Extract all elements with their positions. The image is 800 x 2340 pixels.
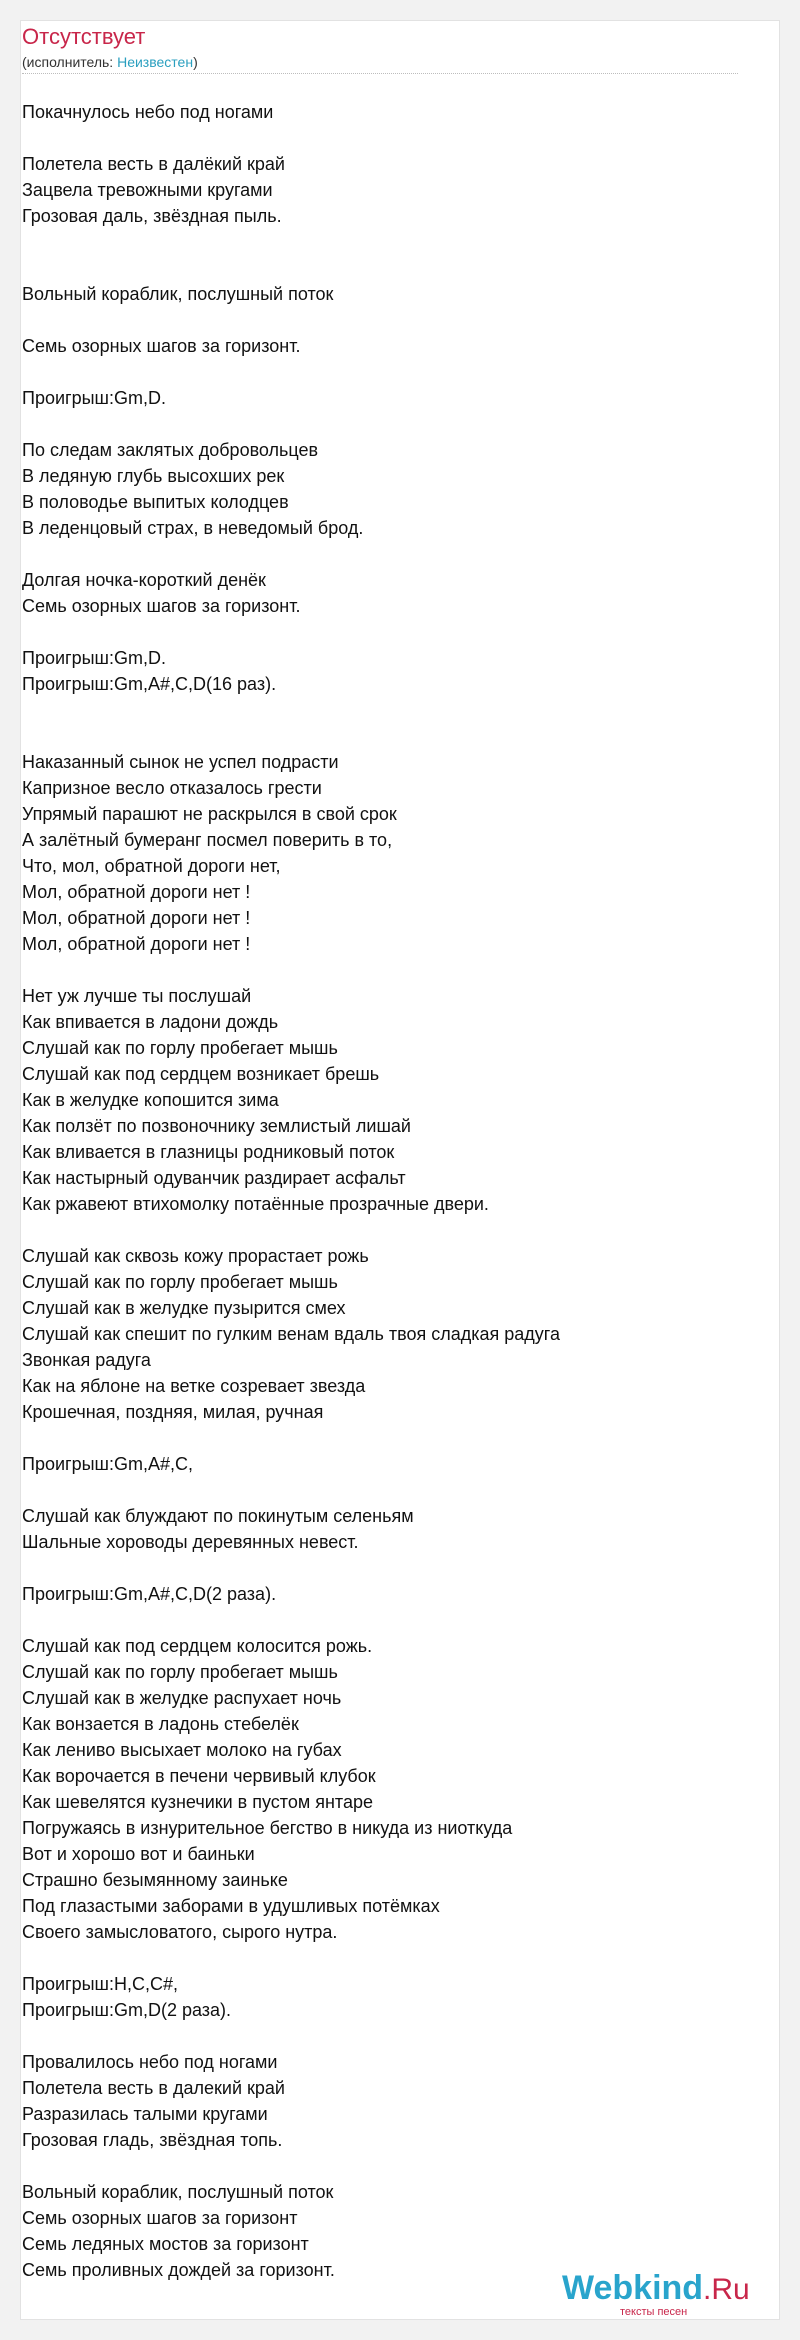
lyric-line: Слушай как блуждают по покинутым селеньям [22, 1506, 414, 1526]
lyric-line: Упрямый парашют не раскрылся в свой срок [22, 804, 397, 824]
lyric-blank-line [22, 1945, 738, 1971]
performer-line [22, 52, 198, 72]
lyric-line: Покачнулось небо под ногами [22, 102, 274, 122]
lyric-line: Грозовая даль, звёздная пыль. [22, 206, 282, 226]
lyric-line: Мол, обратной дороги нет ! [22, 882, 251, 902]
lyric-line: Что, мол, обратной дороги нет, [22, 856, 281, 876]
lyric-line: По следам заклятых добровольцев [22, 440, 319, 460]
lyric-line: Шальные хороводы деревянных невест. [22, 1532, 359, 1552]
lyric-blank-line [22, 1425, 738, 1451]
lyric-line: В леденцовый страх, в неведомый брод. [22, 518, 364, 538]
lyric-line: Слушай как по горлу пробегает мышь [22, 1272, 338, 1292]
lyric-line: Полетела весть в далекий край [22, 2078, 285, 2098]
lyric-line: Как шевелятся кузнечики в пустом янтаре [22, 1792, 373, 1812]
lyric-line: Грозовая гладь, звёздная топь. [22, 2130, 283, 2150]
lyric-line: Семь озорных шагов за горизонт. [22, 336, 301, 356]
artist-link[interactable]: Неизвестен [117, 54, 194, 70]
performer-prefix: (исполнитель: [22, 54, 118, 70]
lyric-blank-line [22, 723, 738, 749]
lyric-line: Как в желудке копошится зима [22, 1090, 279, 1110]
lyric-line: Вольный кораблик, послушный поток [22, 284, 334, 304]
lyric-line: Проигрыш:Gm,D(2 раза). [22, 2000, 232, 2020]
lyric-line: В половодье выпитых колодцев [22, 492, 289, 512]
lyric-blank-line [22, 307, 738, 333]
lyric-line: Семь ледяных мостов за горизонт [22, 2234, 309, 2254]
lyric-blank-line [22, 1555, 738, 1581]
lyric-line: Как ворочается в печени червивый клубок [22, 1766, 376, 1786]
logo-tagline: тексты песен [620, 2306, 688, 2318]
lyric-line: Как вливается в глазницы родниковый поток [22, 1142, 395, 1162]
song-title: Отсутствует [22, 24, 146, 49]
lyric-blank-line [22, 619, 738, 645]
lyric-line: Нет уж лучше ты послушай [22, 986, 252, 1006]
lyric-line: Как лениво высыхает молоко на губах [22, 1740, 342, 1760]
lyric-line: Слушай как по горлу пробегает мышь [22, 1038, 338, 1058]
lyrics-body [22, 99, 738, 2283]
lyric-line: В ледяную глубь высохших рек [22, 466, 285, 486]
lyric-line: Наказанный сынок не успел подрасти [22, 752, 339, 772]
performer-suffix: ) [193, 54, 198, 70]
lyric-line: Как вонзается в ладонь стебелёк [22, 1714, 299, 1734]
lyric-line: Проигрыш:Gm,A#,C, [22, 1454, 193, 1474]
lyric-line: Слушай как в желудке пузырится смех [22, 1298, 346, 1318]
lyric-blank-line [22, 957, 738, 983]
lyric-line: Как впивается в ладони дождь [22, 1012, 279, 1032]
lyric-blank-line [22, 255, 738, 281]
lyric-line: Проигрыш:Gm,D. [22, 388, 166, 408]
lyric-line: Мол, обратной дороги нет ! [22, 908, 251, 928]
lyric-line: Своего замысловатого, сырого нутра. [22, 1922, 338, 1942]
lyric-line: Проигрыш:Gm,A#,C,D(2 раза). [22, 1584, 277, 1604]
lyric-line: Семь озорных шагов за горизонт. [22, 596, 301, 616]
site-logo[interactable] [562, 2268, 752, 2324]
lyric-line: Проигрыш:Gm,A#,C,D(16 раз). [22, 674, 277, 694]
lyric-blank-line [22, 2153, 738, 2179]
lyric-blank-line [22, 697, 738, 723]
lyric-line: Долгая ночка-короткий денёк [22, 570, 266, 590]
lyric-blank-line [22, 1217, 738, 1243]
lyric-line: Как настырный одуванчик раздирает асфальт [22, 1168, 406, 1188]
lyric-line: Слушай как спешит по гулким венам вдаль твоя сладкая радуга [22, 1324, 560, 1344]
lyric-line: Слушай как под сердцем возникает брешь [22, 1064, 380, 1084]
lyric-line: Зацвела тревожными кругами [22, 180, 273, 200]
lyric-blank-line [22, 2023, 738, 2049]
lyric-line: Полетела весть в далёкий край [22, 154, 285, 174]
lyric-line: Провалилось небо под ногами [22, 2052, 278, 2072]
lyric-line: Вольный кораблик, послушный поток [22, 2182, 334, 2202]
lyric-line: Слушай как под сердцем колосится рожь. [22, 1636, 373, 1656]
lyric-line: Семь проливных дождей за горизонт. [22, 2260, 335, 2280]
logo-wordmark [562, 2268, 750, 2310]
lyric-line: Вот и хорошо вот и баиньки [22, 1844, 255, 1864]
lyric-blank-line [22, 359, 738, 385]
lyric-line: Семь озорных шагов за горизонт [22, 2208, 298, 2228]
lyric-line: Звонкая радуга [22, 1350, 151, 1370]
lyric-line: Слушай как по горлу пробегает мышь [22, 1662, 338, 1682]
lyric-line: Разразилась талыми кругами [22, 2104, 268, 2124]
lyric-blank-line [22, 1477, 738, 1503]
lyric-line: Как на яблоне на ветке созревает звезда [22, 1376, 366, 1396]
lyric-line: Как ржавеют втихомолку потаённые прозрачные двери. [22, 1194, 489, 1214]
lyric-line: Мол, обратной дороги нет ! [22, 934, 251, 954]
lyric-line: Крошечная, поздняя, милая, ручная [22, 1402, 324, 1422]
lyric-line: Проигрыш:Gm,D. [22, 648, 166, 668]
logo-main-text: Webkind [562, 2269, 704, 2307]
lyric-line: Слушай как в желудке распухает ночь [22, 1688, 342, 1708]
lyric-blank-line [22, 125, 738, 151]
lyric-line: Как ползёт по позвоночнику землистый лишай [22, 1116, 411, 1136]
lyric-blank-line [22, 229, 738, 255]
lyric-line: Капризное весло отказалось грести [22, 778, 322, 798]
lyric-blank-line [22, 1607, 738, 1633]
lyric-line: Под глазастыми заборами в удушливых потёмках [22, 1896, 440, 1916]
lyric-blank-line [22, 411, 738, 437]
lyric-line: Проигрыш:H,C,C#, [22, 1974, 178, 1994]
lyric-line: Страшно безымянному заиньке [22, 1870, 288, 1890]
header-divider [22, 73, 738, 74]
lyric-line: А залётный бумеранг посмел поверить в то, [22, 830, 393, 850]
logo-tld-text: .Ru [703, 2273, 750, 2306]
lyric-line: Погружаясь в изнурительное бегство в никуда из ниоткуда [22, 1818, 513, 1838]
lyric-line: Слушай как сквозь кожу прорастает рожь [22, 1246, 369, 1266]
lyric-blank-line [22, 541, 738, 567]
